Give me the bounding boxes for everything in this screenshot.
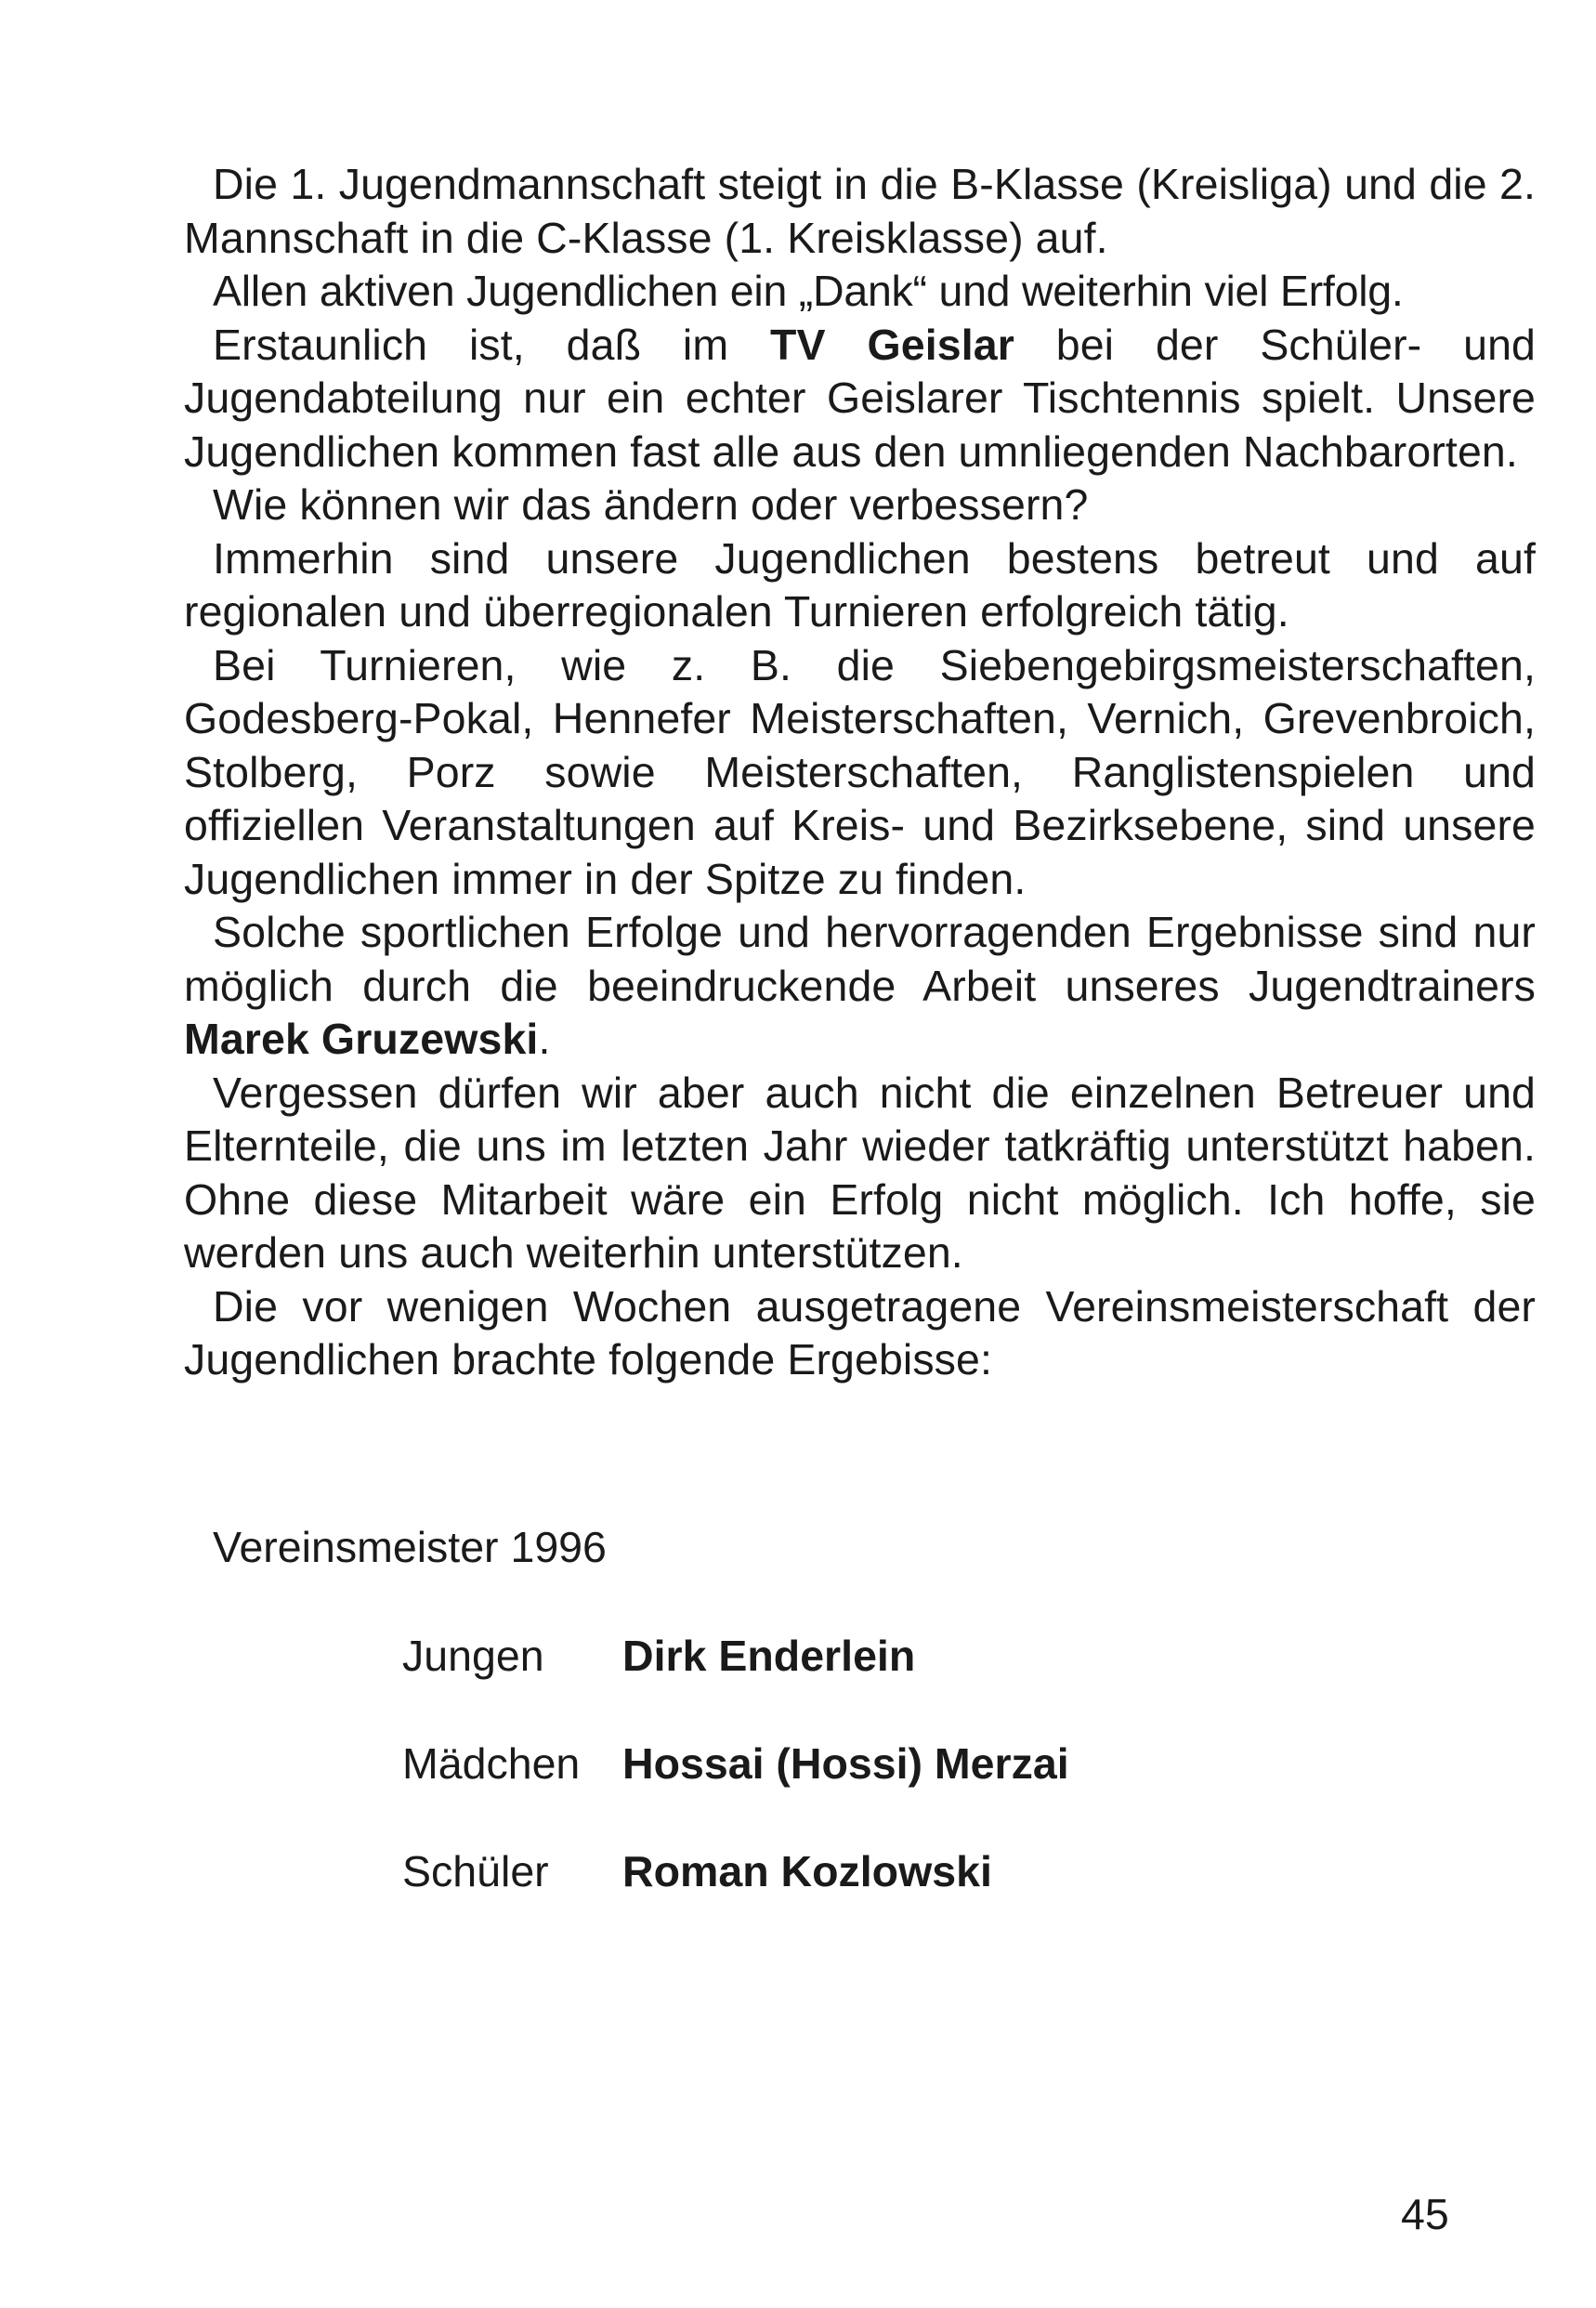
club-name: TV Geislar (770, 320, 1014, 369)
trainer-name: Marek Gruzewski (184, 1015, 539, 1063)
paragraph-text: Solche sportlichen Erfolge und hervorragenden Ergebnisse sind nur möglich durch die beeindruckende Arbeit unseres Jugendtrainers (184, 908, 1536, 1010)
paragraph: Bei Turnieren, wie z. B. die Siebengebirgsmeisterschaften, Godesberg-Pokal, Hennefer Meisterschaften, Vernich, Grevenbroich, Stolberg, Porz sowie Meisterschaften, Ranglistenspielen und offiziellen Veranstaltungen auf Kreis- und Bezirksebene, sind unsere Jugendlichen immer in der Spitze zu finden. (184, 640, 1536, 903)
results-heading: Vereinsmeister 1996 (213, 1523, 607, 1571)
result-name: Dirk Enderlein (622, 1632, 916, 1680)
result-category: Jungen (402, 1632, 544, 1680)
paragraph-text: . (538, 1015, 551, 1063)
paragraph: Vergessen dürfen wir aber auch nicht die einzelnen Betreuer und Elternteile, die uns im letzten Jahr wieder tatkräftig unterstützt haben. Ohne diese Mitarbeit wäre ein Erfolg nicht möglich. Ich hoffe, sie werden uns auch weiterhin unterstützen. (184, 1068, 1536, 1277)
body-text (184, 158, 1536, 1387)
result-name: Hossai (Hossi) Merzai (622, 1739, 1069, 1788)
paragraph: Wie können wir das ändern oder verbessern? (213, 480, 1089, 529)
result-row (402, 1738, 1069, 1791)
paragraph-text: Erstaunlich ist, daß im (213, 320, 771, 369)
paragraph: Die 1. Jugendmannschaft steigt in die B-Klasse (Kreisliga) und die 2. Mannschaft in die C-Klasse (1. Kreisklasse) auf. (184, 160, 1536, 262)
paragraph: Immerhin sind unsere Jugendlichen bestens betreut und auf regionalen und überregionalen Turnieren erfolgreich tätig. (184, 533, 1536, 636)
paragraph: Allen aktiven Jugendlichen ein „Dank“ und weiterhin viel Erfolg. (213, 267, 1404, 315)
result-row (402, 1630, 915, 1684)
page-number: 45 (1401, 2190, 1449, 2238)
result-row (402, 1845, 992, 1899)
paragraph (184, 906, 1536, 1067)
paragraph: Die vor wenigen Wochen ausgetragene Vereinsmeisterschaft der Jugendlichen brachte folgende Ergebisse: (184, 1281, 1536, 1383)
result-name: Roman Kozlowski (622, 1847, 992, 1895)
result-category: Mädchen (402, 1739, 581, 1788)
paragraph-text: bei der Schüler- und Jugendabteilung nur ein echter Geislarer Tischtennis spielt. Unsere Jugendlichen kommen fast alle aus den umnliegenden Nachbarorten. (184, 320, 1536, 476)
paragraph (184, 319, 1536, 479)
result-category: Schüler (402, 1847, 549, 1895)
